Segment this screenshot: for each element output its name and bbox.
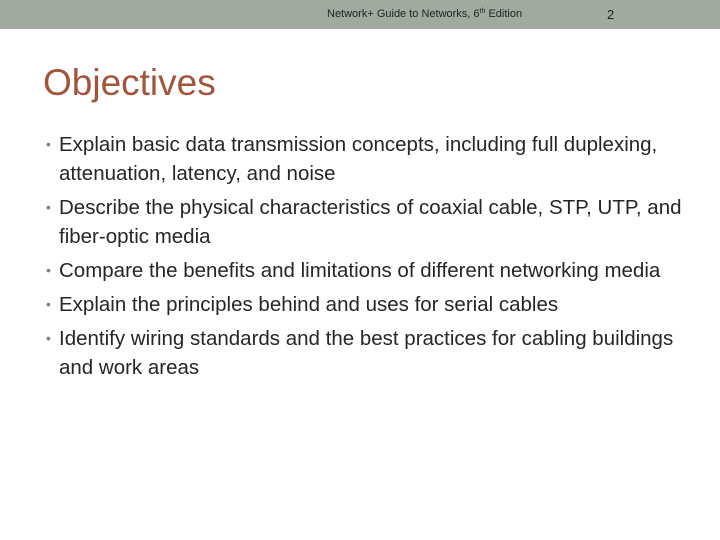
bullet-marker-icon: • [46, 296, 51, 312]
book-title-superscript: th [479, 8, 486, 15]
bullet-item [46, 130, 696, 188]
book-title-rest: Edition [485, 8, 523, 20]
bullet-list [46, 130, 696, 387]
bullet-text: Explain basic data transmission concepts, including full duplexing, attenuation, latency, and noise [59, 133, 658, 185]
bullet-marker-icon: • [46, 199, 51, 215]
bullet-text: Describe the physical characteristics of coaxial cable, STP, UTP, and fiber-optic media [59, 196, 682, 248]
bullet-item [46, 324, 696, 382]
bullet-marker-icon: • [46, 136, 51, 152]
bullet-marker-icon: • [46, 262, 51, 278]
bullet-text: Compare the benefits and limitations of different networking media [59, 259, 661, 282]
bullet-item [46, 290, 696, 319]
book-title-main: Network+ Guide to Networks, 6 [327, 8, 480, 20]
bullet-text: Identify wiring standards and the best practices for cabling buildings and work areas [59, 327, 674, 379]
bullet-marker-icon: • [46, 330, 51, 346]
bullet-text: Explain the principles behind and uses for serial cables [59, 293, 559, 316]
bullet-item [46, 193, 696, 251]
slide-title: Objectives [43, 62, 216, 103]
page-number: 2 [607, 7, 615, 22]
bullet-item [46, 256, 696, 285]
header-bar [0, 0, 720, 29]
book-title [327, 8, 522, 21]
